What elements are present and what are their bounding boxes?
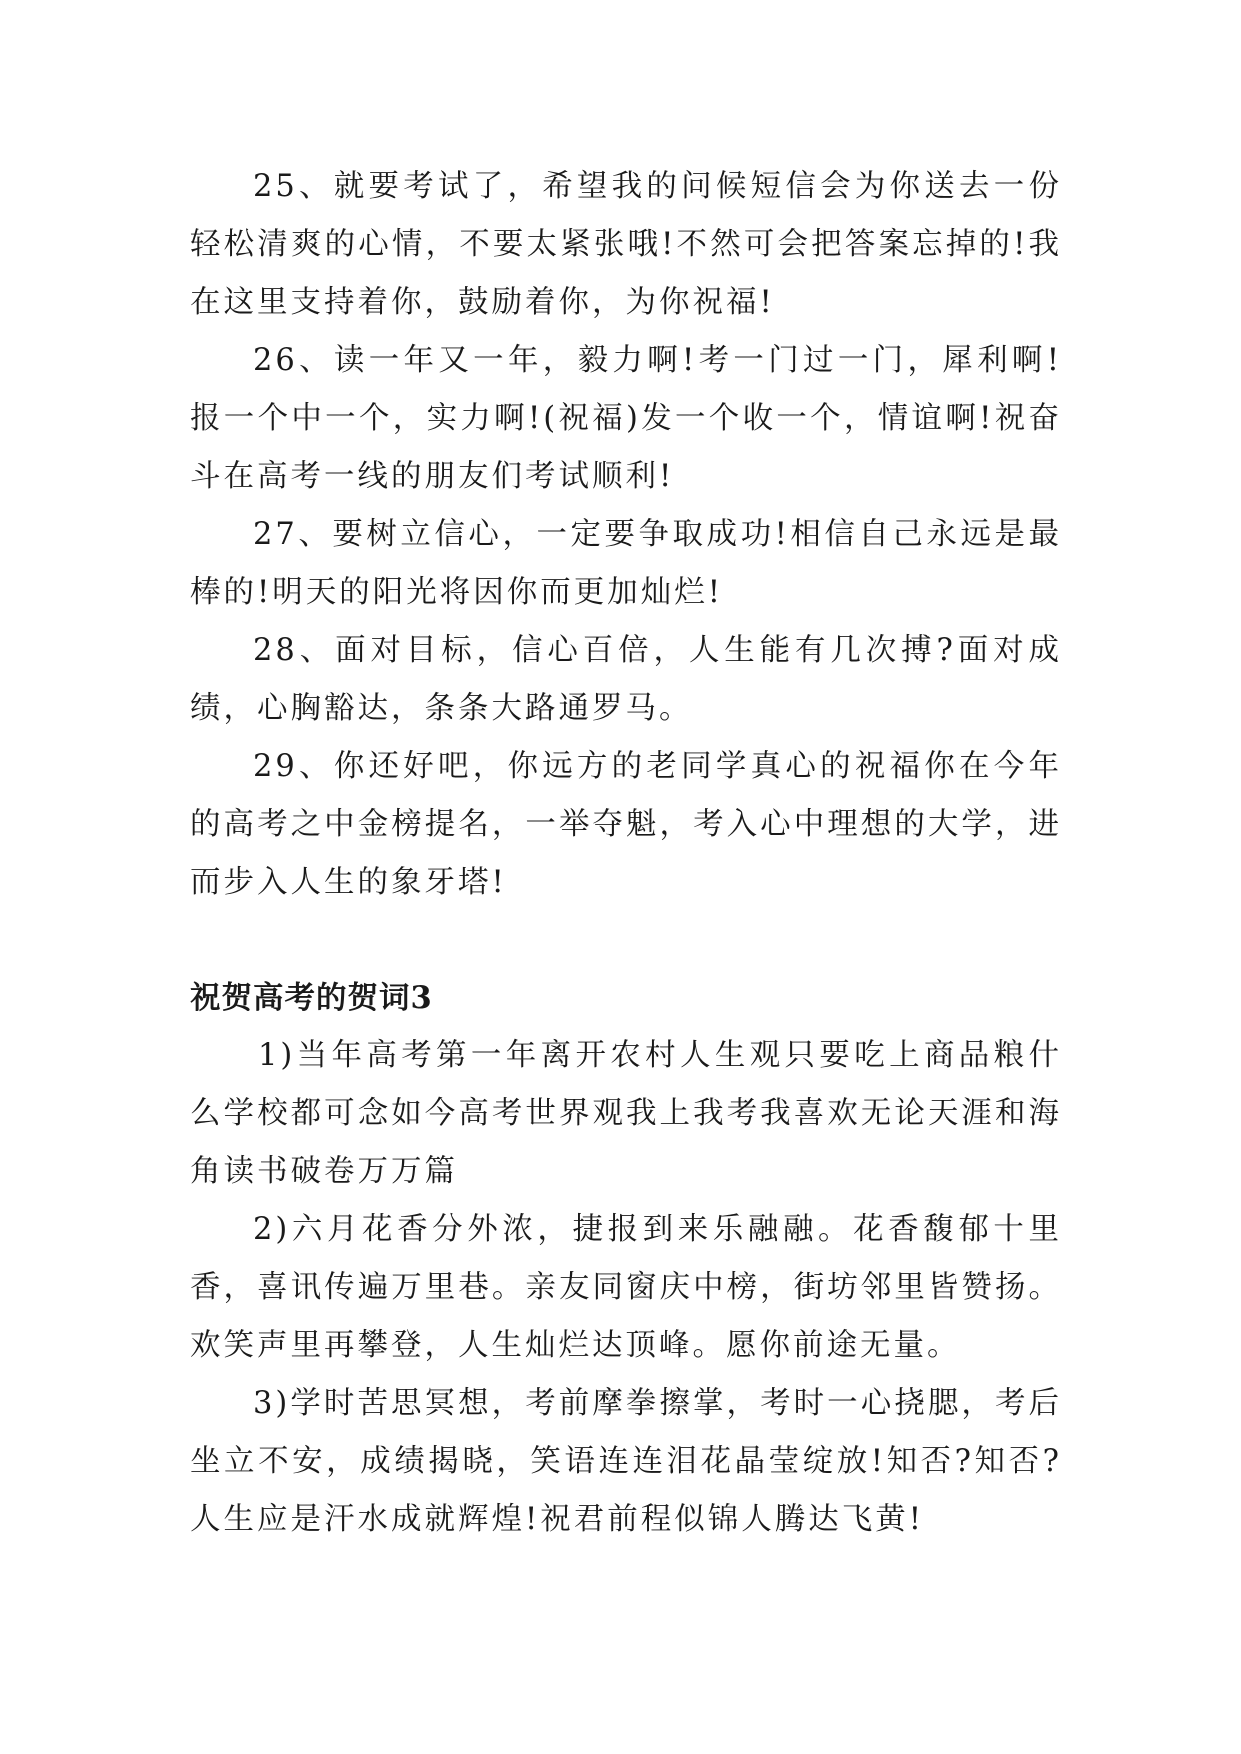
paragraph-28: 28、面对目标，信心百倍，人生能有几次搏?面对成绩，心胸豁达，条条大路通罗马。 [190,633,1062,726]
paragraph-26: 26、读一年又一年，毅力啊!考一门过一门，犀利啊!报一个中一个，实力啊!(祝福)发一个收一个，情谊啊!祝奋斗在高考一线的朋友们考试顺利! [190,343,1062,494]
section-heading: 祝贺高考的贺词3 [190,980,433,1016]
paragraph-27: 27、要树立信心，一定要争取成功!相信自己永远是最棒的!明天的阳光将因你而更加灿烂! [190,517,1062,610]
paragraph-25: 25、就要考试了，希望我的问候短信会为你送去一份轻松清爽的心情，不要太紧张哦!不然可会把答案忘掉的!我在这里支持着你，鼓励着你，为你祝福! [190,169,1062,320]
paragraph-29: 29、你还好吧，你远方的老同学真心的祝福你在今年的高考之中金榜提名，一举夺魁，考入心中理想的大学，进而步入人生的象牙塔! [190,749,1062,900]
greeting-item-1: 1)当年高考第一年离开农村人生观只要吃上商品粮什么学校都可念如今高考世界观我上我考我喜欢无论天涯和海角读书破卷万万篇 [190,1038,1062,1189]
greeting-item-3: 3)学时苦思冥想，考前摩拳擦掌，考时一心挠腮，考后坐立不安，成绩揭晓，笑语连连泪花晶莹绽放!知否?知否?人生应是汗水成就辉煌!祝君前程似锦人腾达飞黄! [190,1386,1062,1537]
greeting-item-2: 2)六月花香分外浓，捷报到来乐融融。花香馥郁十里香，喜讯传遍万里巷。亲友同窗庆中榜，街坊邻里皆赞扬。欢笑声里再攀登，人生灿烂达顶峰。愿你前途无量。 [190,1212,1062,1363]
